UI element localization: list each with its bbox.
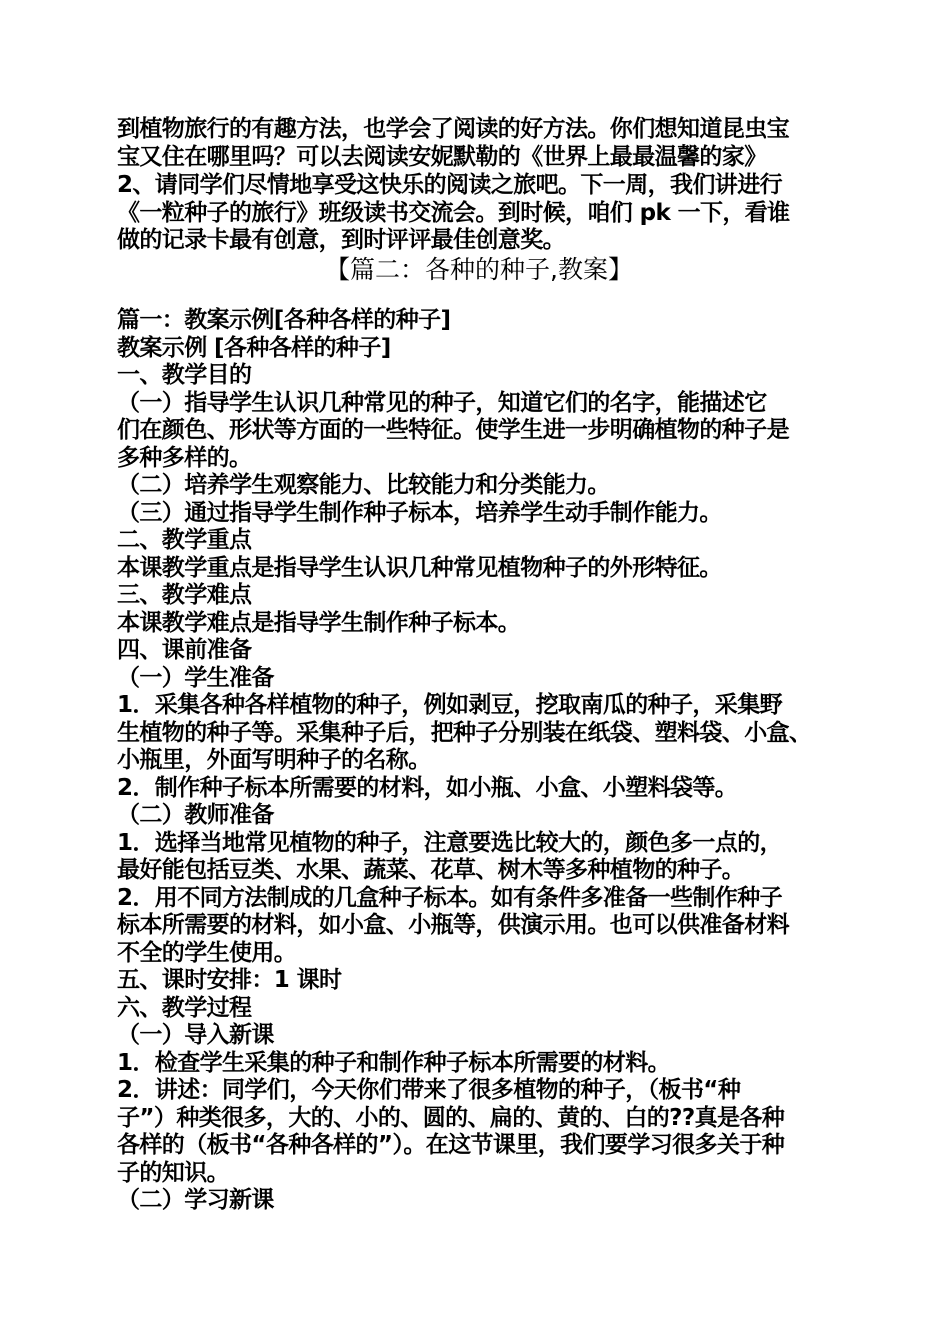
intro-line-5: 做的记录卡最有创意，到时评评最佳创意奖。 — [117, 227, 566, 253]
body-line-8: （三）通过指导学生制作种子标本，培养学生动手制作能力。 — [117, 500, 722, 526]
body-line-29: 2．讲述：同学们，今天你们带来了很多植物的种子，（板书“种 — [117, 1077, 741, 1103]
body-line-17: 小瓶里，外面写明种子的名称。 — [117, 747, 431, 773]
body-line-10: 本课教学重点是指导学生认识几种常见植物种子的外形特征。 — [117, 555, 722, 581]
body-line-3: 一、教学目的 — [117, 362, 252, 388]
body-line-22: 2．用不同方法制成的几盒种子标本。如有条件多准备一些制作种子 — [117, 885, 783, 911]
body-line-19: （二）教师准备 — [117, 802, 274, 828]
body-line-6: 多种多样的。 — [117, 445, 252, 471]
intro-line-4: 《一粒种子的旅行》班级读书交流会。到时候，咱们 pk 一下，看谁 — [117, 200, 790, 226]
body-line-27: （一）导入新课 — [117, 1022, 274, 1048]
body-line-20: 1．选择当地常见植物的种子，注意要选比较大的，颜色多一点的， — [117, 830, 783, 856]
body-line-24: 不全的学生使用。 — [117, 940, 297, 966]
body-line-12: 本课教学难点是指导学生制作种子标本。 — [117, 610, 521, 636]
body-line-15: 1．采集各种各样植物的种子，例如剥豆，挖取南瓜的种子，采集野 — [117, 692, 783, 718]
intro-line-1: 到植物旅行的有趣方法，也学会了阅读的好方法。你们想知道昆虫宝 — [117, 116, 790, 142]
body-line-14: （一）学生准备 — [117, 665, 274, 691]
body-line-23: 标本所需要的材料，如小盒、小瓶等，供演示用。也可以供准备材料 — [117, 912, 790, 938]
body-line-25: 五、课时安排：1 课时 — [117, 967, 342, 993]
body-line-30: 子”）种类很多，大的、小的、圆的、扁的、黄的、白的??真是各种 — [117, 1105, 785, 1131]
body-line-32: 子的知识。 — [117, 1160, 230, 1186]
body-line-11: 三、教学难点 — [117, 582, 252, 608]
body-line-5: 们在颜色、形状等方面的一些特征。使学生进一步明确植物的种子是 — [117, 417, 790, 443]
body-line-9: 二、教学重点 — [117, 527, 252, 553]
body-line-28: 1．检查学生采集的种子和制作种子标本所需要的材料。 — [117, 1050, 671, 1076]
body-line-1: 篇一：教案示例[各种各样的种子] — [117, 307, 451, 333]
body-line-26: 六、教学过程 — [117, 995, 252, 1021]
section-heading: 【篇二：各种的种子,教案】 — [325, 255, 633, 284]
body-line-31: 各样的（板书“各种各样的”）。在这节课里，我们要学习很多关于种 — [117, 1132, 785, 1158]
body-line-7: （二）培养学生观察能力、比较能力和分类能力。 — [117, 472, 610, 498]
intro-line-3: 2、请同学们尽情地享受这快乐的阅读之旅吧。下一周，我们讲进行 — [117, 172, 783, 198]
body-line-4: （一）指导学生认识几种常见的种子，知道它们的名字，能描述它 — [117, 390, 767, 416]
body-line-16: 生植物的种子等。采集种子后，把种子分别装在纸袋、塑料袋、小盒、 — [117, 720, 812, 746]
body-line-33: （二）学习新课 — [117, 1187, 274, 1213]
body-line-21: 最好能包括豆类、水果、蔬菜、花草、树木等多种植物的种子。 — [117, 857, 745, 883]
intro-line-2: 宝又住在哪里吗？可以去阅读安妮默勒的《世界上最最温馨的家》 — [117, 144, 767, 170]
body-line-13: 四、课前准备 — [117, 637, 252, 663]
body-line-18: 2．制作种子标本所需要的材料，如小瓶、小盒、小塑料袋等。 — [117, 775, 738, 801]
body-line-2: 教案示例 [各种各样的种子] — [117, 335, 391, 361]
